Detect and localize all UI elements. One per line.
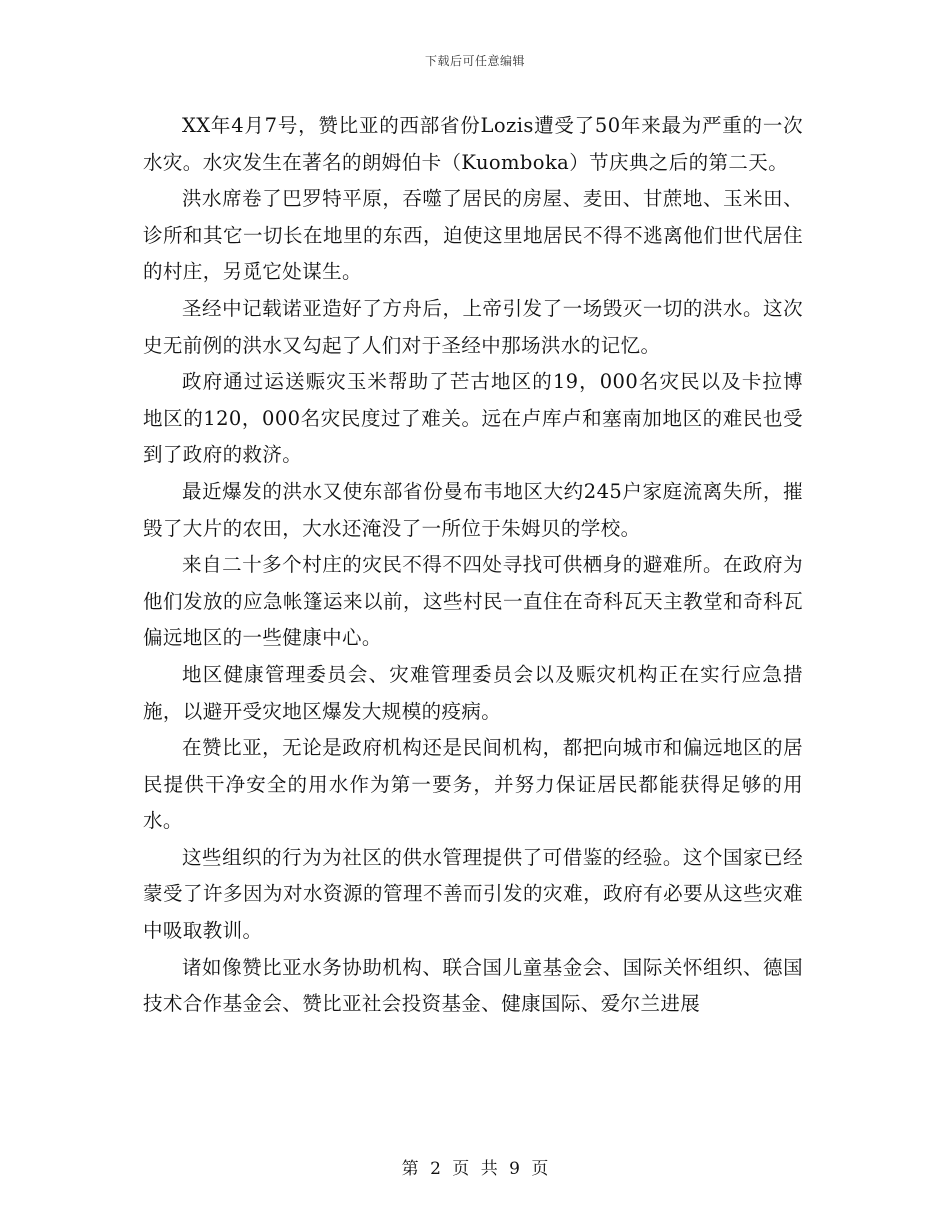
page-header: 下载后可任意编辑 — [424, 54, 525, 68]
paragraph: 圣经中记载诺亚造好了方舟后，上帝引发了一场毁灭一切的洪水。这次史无前例的洪水又勾起了人们对于圣经中那场洪水的记忆。 — [143, 296, 803, 357]
paragraph: 政府通过运送赈灾玉米帮助了芒古地区的19，000名灾民以及卡拉博地区的120，000名灾民度过了难关。远在卢库卢和塞南加地区的难民也受到了政府的救济。 — [143, 370, 803, 467]
paragraph: 地区健康管理委员会、灾难管理委员会以及赈灾机构正在实行应急措施，以避开受灾地区爆发大规模的疫病。 — [143, 662, 803, 723]
paragraph: 最近爆发的洪水又使东部省份曼布韦地区大约245户家庭流离失所，摧毁了大片的农田，大水还淹没了一所位于朱姆贝的学校。 — [143, 479, 803, 540]
paragraph: 诸如像赞比亚水务协助机构、联合国儿童基金会、国际关怀组织、德国技术合作基金会、赞比亚社会投资基金、健康国际、爱尔兰进展 — [143, 955, 803, 1016]
document-body — [143, 108, 803, 1023]
paragraph: 来自二十多个村庄的灾民不得不四处寻找可供栖身的避难所。在政府为他们发放的应急帐篷运来以前，这些村民一直住在奇科瓦天主教堂和奇科瓦偏远地区的一些健康中心。 — [143, 553, 803, 650]
paragraph: XX年4月7号，赞比亚的西部省份Lozis遭受了50年来最为严重的一次水灾。水灾发生在著名的朗姆伯卡（Kuomboka）节庆典之后的第二天。 — [143, 114, 803, 174]
paragraph: 这些组织的行为为社区的供水管理提供了可借鉴的经验。这个国家已经蒙受了许多因为对水资源的管理不善而引发的灾难，政府有必要从这些灾难中吸取教训。 — [143, 845, 803, 943]
paragraph: 洪水席卷了巴罗特平原，吞噬了居民的房屋、麦田、甘蔗地、玉米田、诊所和其它一切长在地里的东西，迫使这里地居民不得不逃离他们世代居住的村庄，另觅它处谋生。 — [143, 187, 803, 284]
paragraph: 在赞比亚，无论是政府机构还是民间机构，都把向城市和偏远地区的居民提供干净安全的用水作为第一要务，并努力保证居民都能获得足够的用水。 — [143, 736, 803, 833]
page-number-footer: 第 2 页 共 9 页 — [401, 1159, 549, 1179]
